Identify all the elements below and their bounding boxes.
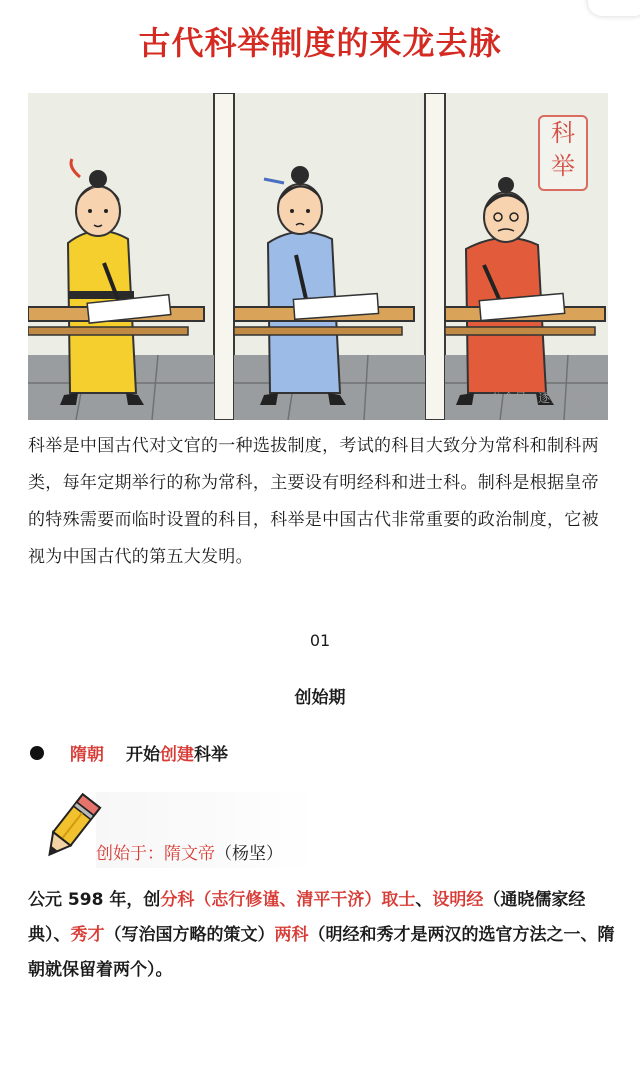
body-seg-3: 、 xyxy=(415,890,433,910)
body-paragraph xyxy=(28,883,616,988)
stamp-char-ke: 科 xyxy=(551,119,575,147)
origin-note: （杨坚） xyxy=(215,844,283,864)
body-seg-7: （写治国方略的策文） xyxy=(104,925,275,945)
body-seg-6: 秀才 xyxy=(70,925,105,945)
section-number: 01 xyxy=(309,631,331,650)
bullet-text-c: 科举 xyxy=(194,745,228,765)
bullet-dot-icon xyxy=(30,746,44,760)
intro-paragraph: 科举是中国古代对文官的一种选拔制度，考试的科目大致分为常科和制科两类，每年定期举行的称为常科，主要设有明经科和进士科。制科是根据皇帝的特殊需要而临时设置的科目，科举是中国古代非常重要的政治制度，它被视为中国古代的第五大发明。 xyxy=(28,436,599,567)
body-seg-1: 公元 598 年，创 xyxy=(28,890,161,910)
bullet-dynasty: 隋朝 xyxy=(70,745,104,765)
origin-label: 创始于：隋文帝 xyxy=(96,844,215,864)
stamp-char-ju: 举 xyxy=(551,152,575,180)
body-seg-8: 两科 xyxy=(274,925,309,945)
origin-line xyxy=(96,839,283,864)
exam-illustration xyxy=(28,93,608,420)
page-title: 古代科举制度的来龙去脉 xyxy=(138,24,502,62)
divider-2 xyxy=(425,93,445,420)
body-seg-5: （通晓儒家经典）、 xyxy=(28,890,586,945)
corner-overlay xyxy=(588,0,640,16)
watermark-text: 公众号 · 逐梦·浮通 xyxy=(490,391,590,405)
bullet-heading xyxy=(30,740,228,765)
body-seg-4: 设明经 xyxy=(432,890,484,910)
ke-ju-stamp xyxy=(538,115,588,191)
scholars-illustration xyxy=(28,93,608,420)
bullet-text-a: 开始 xyxy=(126,745,160,765)
divider-1 xyxy=(214,93,234,420)
bullet-text-b: 创建 xyxy=(160,745,194,765)
body-seg-2: 分科（志行修谨、清平干济）取士 xyxy=(160,890,416,910)
body-seg-9: （明经和秀才是两汉的选官方法之一、隋朝就保留着两个）。 xyxy=(28,925,615,980)
section-title: 创始期 xyxy=(294,688,346,708)
